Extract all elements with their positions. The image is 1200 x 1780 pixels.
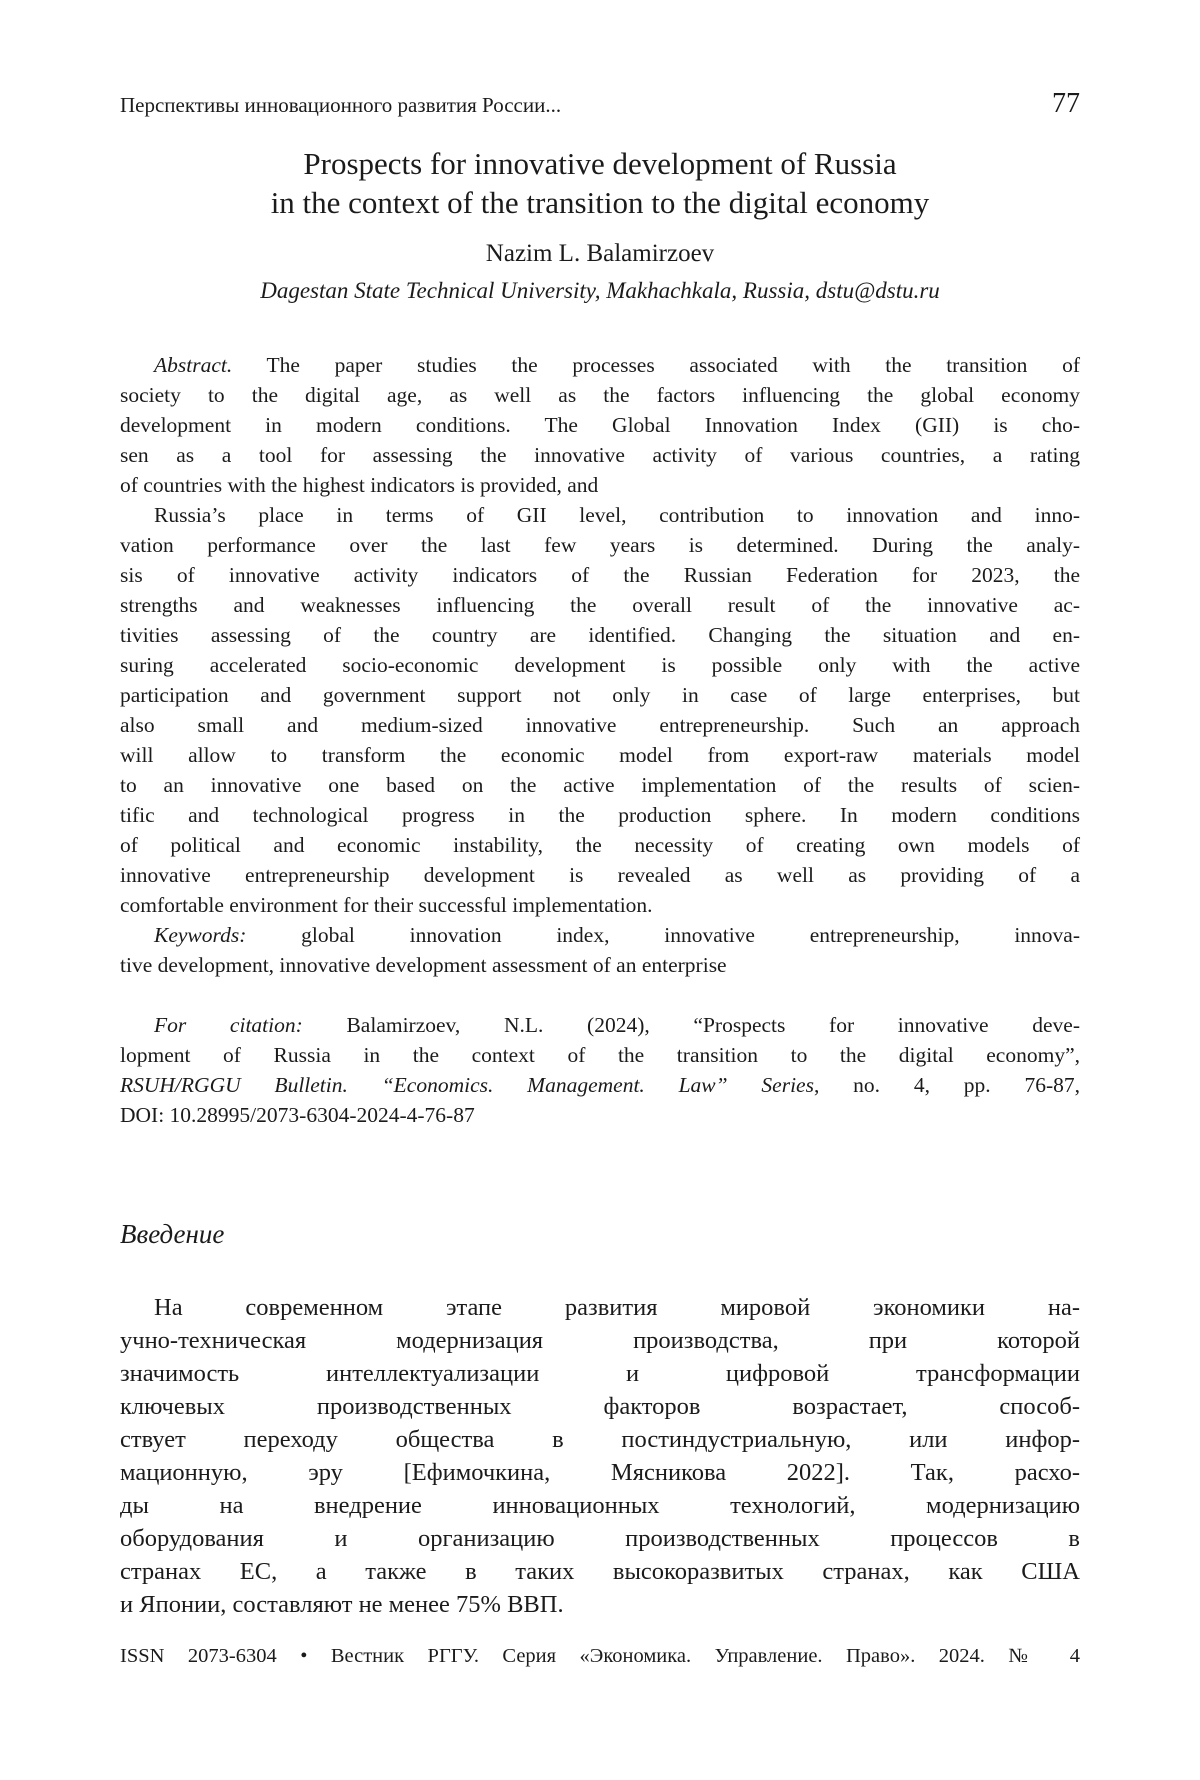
text-line (120, 183, 1080, 222)
text-line (120, 1456, 1080, 1489)
text-segment: ды на внедрение инновационных технологий, модернизацию (120, 1492, 1080, 1519)
abstract-paragraph-1 (120, 350, 1080, 500)
text-segment: Balamirzoev, N.L. (2024), “Prospects for innovative deve- (302, 1013, 1080, 1037)
text-line (120, 410, 1080, 440)
text-segment: vation performance over the last few years is determined. During the analy- (120, 533, 1080, 557)
text-segment: оборудования и организацию производственных процессов в (120, 1525, 1080, 1552)
text-line (120, 440, 1080, 470)
text-line (120, 770, 1080, 800)
text-segment: also small and medium-sized innovative entrepreneurship. Such an approach (120, 713, 1080, 737)
text-line (120, 1324, 1080, 1357)
abstract-paragraph-2 (120, 500, 1080, 920)
running-head (120, 88, 1080, 119)
text-segment: lopment of Russia in the context of the transition to the digital economy”, (120, 1043, 1080, 1067)
text-segment: Prospects for innovative development of Russia (303, 146, 897, 181)
text-line (120, 470, 1080, 500)
text-segment: , no. 4, pp. 76-87, (813, 1073, 1080, 1097)
text-line (120, 1555, 1080, 1588)
text-line (120, 950, 1080, 980)
text-line (120, 1489, 1080, 1522)
text-line (120, 590, 1080, 620)
citation-block (120, 1010, 1080, 1130)
text-line (120, 680, 1080, 710)
journal-footer: ISSN 2073-6304 • Вестник РГГУ. Серия «Экономика. Управление. Право». 2024. № 4 (120, 1645, 1080, 1667)
text-segment: sis of innovative activity indicators of the Russian Federation for 2023, the (120, 563, 1080, 587)
text-line (120, 380, 1080, 410)
text-line (120, 530, 1080, 560)
text-segment: tive development, innovative development assessment of an enterprise (120, 953, 727, 977)
text-segment: of political and economic instability, the necessity of creating own models of (120, 833, 1080, 857)
italic-text-segment: Abstract. (154, 353, 233, 377)
text-line (120, 1100, 1080, 1130)
text-segment: of countries with the highest indicators is provided, and (120, 473, 599, 497)
text-segment: to an innovative one based on the active implementation of the results of scien- (120, 773, 1080, 797)
text-segment: society to the digital age, as well as the factors influencing the global economy (120, 383, 1080, 407)
italic-text-segment: Keywords: (154, 923, 247, 947)
text-segment: На современном этапе развития мировой экономики на- (154, 1294, 1080, 1321)
text-line (120, 1070, 1080, 1100)
text-line (120, 1423, 1080, 1456)
text-segment: и Японии, составляют не менее 75% ВВП. (120, 1591, 564, 1618)
text-segment: development in modern conditions. The Global Innovation Index (GII) is cho- (120, 413, 1080, 437)
text-segment: ствует переходу общества в постиндустриальную, или инфор- (120, 1426, 1080, 1453)
text-line (120, 350, 1080, 380)
italic-text-segment: RSUH/RGGU Bulletin. “Economics. Management. Law” Series (120, 1073, 814, 1097)
text-line (120, 560, 1080, 590)
running-head-title: Перспективы инновационного развития России... (120, 93, 562, 117)
text-line (120, 1522, 1080, 1555)
text-segment: innovative entrepreneurship development is revealed as well as providing of a (120, 863, 1080, 887)
text-line (120, 1291, 1080, 1324)
text-segment: sen as a tool for assessing the innovative activity of various countries, a rating (120, 443, 1080, 467)
text-line (120, 860, 1080, 890)
text-segment: participation and government support not only in case of large enterprises, but (120, 683, 1080, 707)
text-segment: Russia’s place in terms of GII level, contribution to innovation and inno- (154, 503, 1080, 527)
text-line (120, 890, 1080, 920)
article-title (120, 144, 1080, 222)
page-number: 77 (1052, 88, 1080, 119)
text-segment: DOI: 10.28995/2073-6304-2024-4-76-87 (120, 1103, 475, 1127)
text-segment: учно-техническая модернизация производства, при которой (120, 1327, 1080, 1354)
text-line (120, 620, 1080, 650)
text-line (120, 500, 1080, 530)
text-line (120, 800, 1080, 830)
text-line (120, 1357, 1080, 1390)
text-line (120, 1040, 1080, 1070)
italic-text-segment: For citation: (154, 1013, 303, 1037)
text-line (120, 1010, 1080, 1040)
text-line (120, 1588, 1080, 1621)
text-segment: will allow to transform the economic model from export-raw materials model (120, 743, 1080, 767)
article-author: Nazim L. Balamirzoev (485, 240, 715, 267)
text-line (120, 740, 1080, 770)
keywords-paragraph (120, 920, 1080, 980)
abstract-section (120, 350, 1080, 980)
text-segment: global innovation index, innovative entrepreneurship, innova- (246, 923, 1080, 947)
text-line (120, 144, 1080, 183)
text-segment: tific and technological progress in the production sphere. In modern conditions (120, 803, 1080, 827)
introduction-paragraph (120, 1291, 1080, 1621)
text-segment: comfortable environment for their successful implementation. (120, 893, 653, 917)
text-segment: in the context of the transition to the digital economy (270, 185, 930, 220)
text-line (120, 650, 1080, 680)
text-line (120, 1390, 1080, 1423)
text-segment: The paper studies the processes associated with the transition of (232, 353, 1080, 377)
text-segment: suring accelerated socio-economic development is possible only with the active (120, 653, 1080, 677)
text-segment: странах ЕС, а также в таких высокоразвитых странах, как США (120, 1558, 1080, 1585)
text-line (120, 830, 1080, 860)
text-segment: значимость интеллектуализации и цифровой трансформации (120, 1360, 1080, 1387)
text-line (120, 920, 1080, 950)
article-affiliation: Dagestan State Technical University, Makhachkala, Russia, dstu@dstu.ru (260, 278, 940, 303)
section-heading-introduction: Введение (120, 1219, 225, 1249)
text-segment: strengths and weaknesses influencing the overall result of the innovative ac- (120, 593, 1080, 617)
text-segment: tivities assessing of the country are identified. Changing the situation and en- (120, 623, 1080, 647)
text-segment: ключевых производственных факторов возрастает, способ- (120, 1393, 1080, 1420)
text-segment: мационную, эру [Ефимочкина, Мясникова 2022]. Так, расхо- (120, 1459, 1080, 1486)
text-line (120, 710, 1080, 740)
